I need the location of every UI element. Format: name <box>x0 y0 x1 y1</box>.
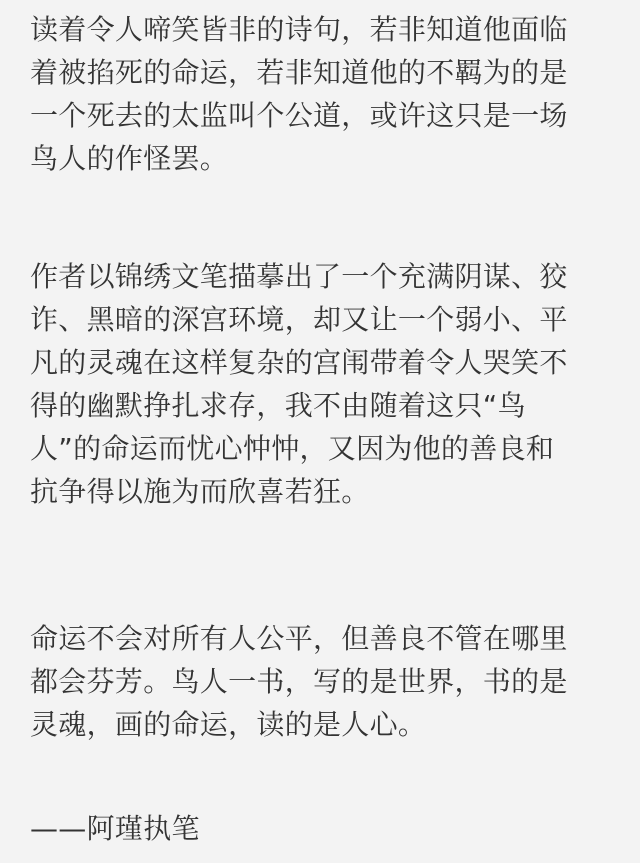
paragraph-line: 人”的命运而忧心忡忡，又因为他的善良和 <box>30 432 555 465</box>
paragraph-line: 凡的灵魂在这样复杂的宫闱带着令人哭笑不 <box>30 346 568 379</box>
paragraph-line: 着被掐死的命运，若非知道他的不羁为的是 <box>30 56 568 89</box>
paragraph-3 <box>30 617 622 746</box>
paragraph-2 <box>30 255 622 513</box>
paragraph-line: 抗争得以施为而欣喜若狂。 <box>30 475 370 508</box>
signature <box>30 807 622 850</box>
paragraph-line: 都会芬芳。鸟人一书，写的是世界，书的是 <box>30 665 568 698</box>
paragraph-line: 作者以锦绣文笔描摹出了一个充满阴谋、狡 <box>30 260 568 293</box>
paragraph-1 <box>30 8 622 180</box>
paragraph-line: 一个死去的太监叫个公道，或许这只是一场 <box>30 99 568 132</box>
paragraph-line: 诈、黑暗的深宫环境，却又让一个弱小、平 <box>30 303 568 336</box>
signature-text: ——阿瑾执笔 <box>30 812 200 845</box>
paragraph-line: 得的幽默挣扎求存，我不由随着这只“鸟 <box>30 389 526 422</box>
paragraph-line: 命运不会对所有人公平，但善良不管在哪里 <box>30 622 568 655</box>
paragraph-line: 读着令人啼笑皆非的诗句，若非知道他面临 <box>30 13 568 46</box>
paragraph-line: 灵魂，画的命运，读的是人心。 <box>30 708 427 741</box>
paragraph-line: 鸟人的作怪罢。 <box>30 142 229 175</box>
